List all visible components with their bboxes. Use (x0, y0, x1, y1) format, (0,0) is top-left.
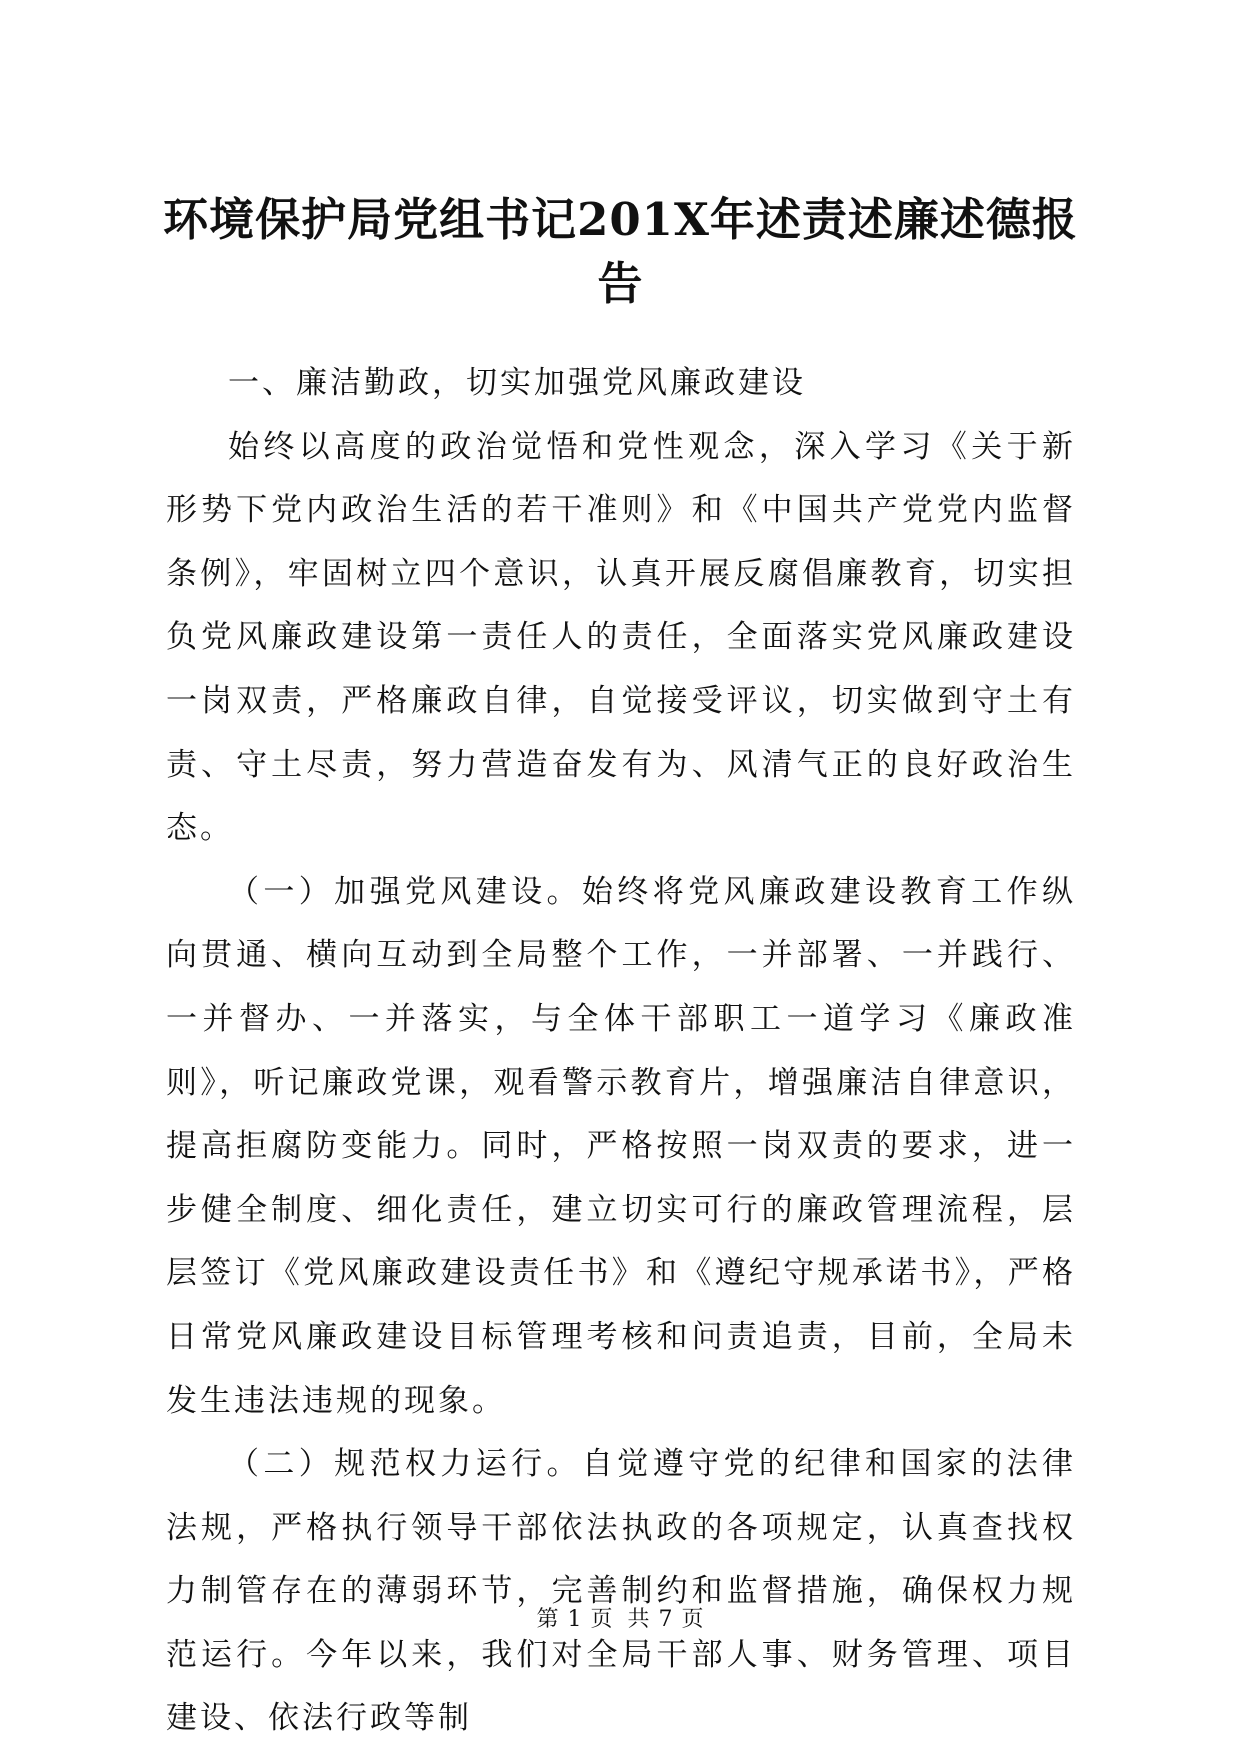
paragraph-2: （一）加强党风建设。始终将党风廉政建设教育工作纵向贯通、横向互动到全局整个工作，一并部署、一并践行、一并督办、一并落实，与全体干部职工一道学习《廉政准则》，听记廉政党课，观看警示教育片，增强廉洁自律意识，提高拒腐防变能力。同时，严格按照一岗双责的要求，进一步健全制度、细化责任，建立切实可行的廉政管理流程，层层签订《党风廉政建设责任书》和《遵纪守规承诺书》，严格日常党风廉政建设目标管理考核和问责追责，目前，全局未发生违法违规的现象。 (166, 873, 1076, 1419)
section-heading: 一、廉洁勤政，切实加强党风廉政建设 (228, 365, 806, 401)
page-total: 共 7 页 (627, 1607, 705, 1632)
page-number: 第 1 页 (536, 1607, 614, 1632)
paragraph-3: （二）规范权力运行。自觉遵守党的纪律和国家的法律法规，严格执行领导干部依法执政的各项规定，认真查找权力制管存在的薄弱环节，完善制约和监督措施，确保权力规范运行。今年以来，我们对全局干部人事、财务管理、项目建设、依法行政等制 (166, 1446, 1076, 1737)
paragraph-1: 始终以高度的政治觉悟和党性观念，深入学习《关于新形势下党内政治生活的若干准则》和《中国共产党党内监督条例》，牢固树立四个意识，认真开展反腐倡廉教育，切实担负党风廉政建设第一责任人的责任，全面落实党风廉政建设一岗双责，严格廉政自律，自觉接受评议，切实做到守土有责、守土尽责，努力营造奋发有为、风清气正的良好政治生态。 (166, 428, 1076, 847)
page-footer (0, 1605, 1241, 1635)
document-body (166, 352, 1076, 1751)
document-title: 环境保护局党组书记201X年述责述廉述德报告 (163, 193, 1078, 310)
